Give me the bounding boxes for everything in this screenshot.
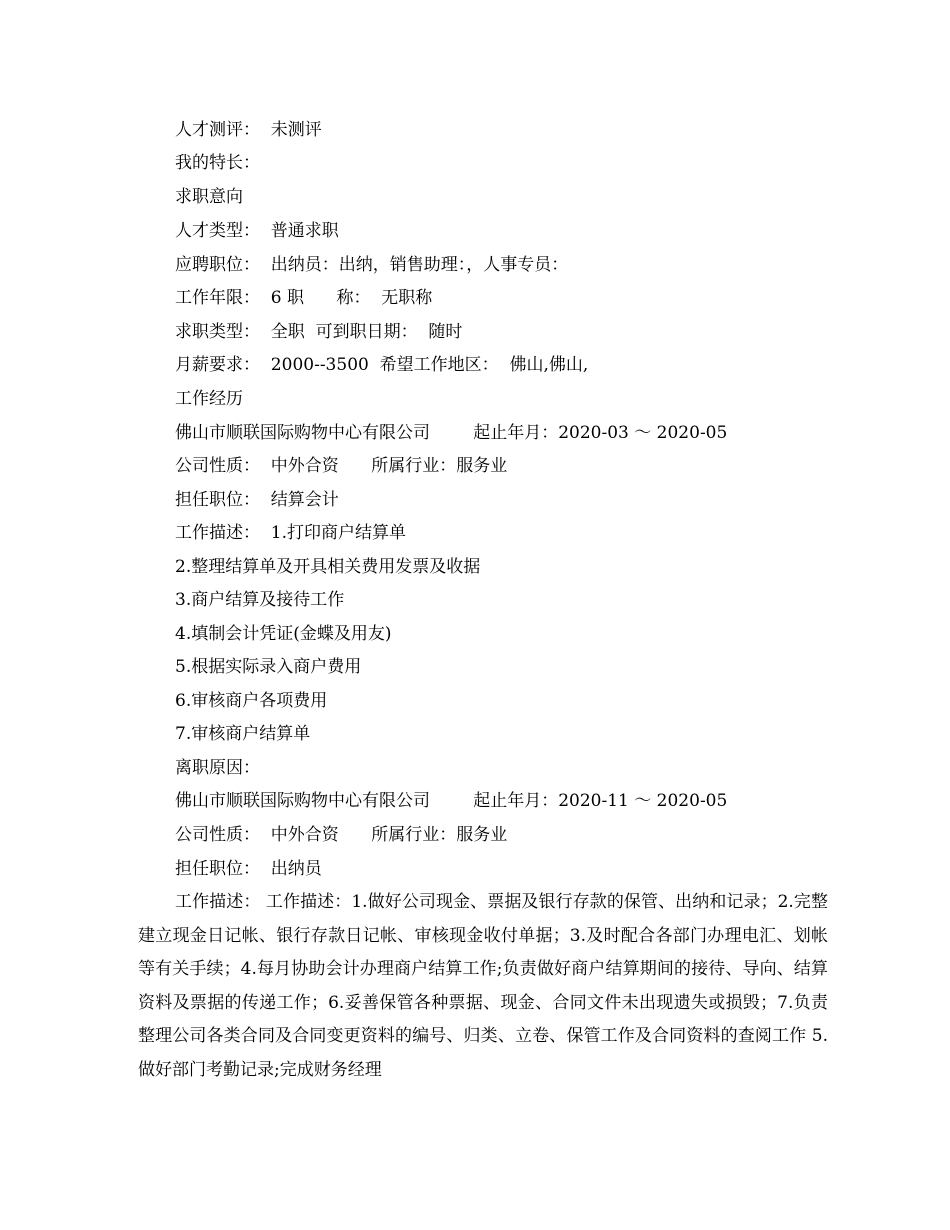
salary-line: 月薪要求： 2000--3500 希望工作地区： 佛山,佛山,: [175, 355, 589, 375]
job-type-line: 求职类型： 全职 可到职日期： 随时: [175, 322, 463, 342]
company-1-position-line: 担任职位： 结算会计: [175, 490, 339, 510]
company-1-duty-4: 4.填制会计凭证(金蝶及用友): [175, 624, 392, 644]
talent-type-line: 人才类型： 普通求职: [175, 221, 339, 241]
company-1-duty-7: 7.审核商户结算单: [175, 724, 311, 744]
company-1-duty-2: 2.整理结算单及开具相关费用发票及收据: [175, 557, 481, 577]
applied-position-line: 应聘职位： 出纳员：出纳，销售助理：，人事专员：: [175, 255, 569, 275]
company-2-nature-line: 公司性质： 中外合资 所属行业：服务业: [175, 825, 508, 845]
company-1-duty-1: 工作描述： 1.打印商户结算单: [175, 523, 407, 543]
talent-assessment-line: 人才测评： 未测评: [175, 120, 322, 140]
company-2-position-line: 担任职位： 出纳员: [175, 859, 322, 879]
company-1-duty-5: 5.根据实际录入商户费用: [175, 657, 362, 677]
specialty-line: 我的特长：: [175, 153, 260, 173]
company-1-nature-line: 公司性质： 中外合资 所属行业：服务业: [175, 456, 508, 476]
work-years-line: 工作年限： 6 职 称： 无职称: [175, 288, 433, 308]
leave-reason-line: 离职原因：: [175, 758, 260, 778]
job-intention-heading: 求职意向: [175, 187, 243, 207]
company-2-line: 佛山市顺联国际购物中心有限公司 起止年月：2020-11 ～ 2020-05: [175, 791, 728, 811]
company-2-description-paragraph: 工作描述： 工作描述：1.做好公司现金、票据及银行存款的保管、出纳和记录；2.完整建立现金日记帐、银行存款日记帐、审核现金收付单据；3.及时配合各部门办理电汇、划帐等有关手续；4.每月协助会计办理商户结算工作;负责做好商户结算期间的接待、导向、结算资料及票据的传递工作；6.妥善保管各种票据、现金、合同文件未出现遗失或损毁；7.负责整理公司各类合同及合同变更资料的编号、归类、立卷、保管工作及合同资料的查阅工作 5.做好部门考勤记录;完成财务经理: [138, 892, 828, 1080]
company-1-duty-6: 6.审核商户各项费用: [175, 691, 328, 711]
company-1-duty-3: 3.商户结算及接待工作: [175, 590, 345, 610]
company-1-line: 佛山市顺联国际购物中心有限公司 起止年月：2020-03 ～ 2020-05: [175, 423, 728, 443]
work-experience-heading: 工作经历: [175, 389, 243, 409]
